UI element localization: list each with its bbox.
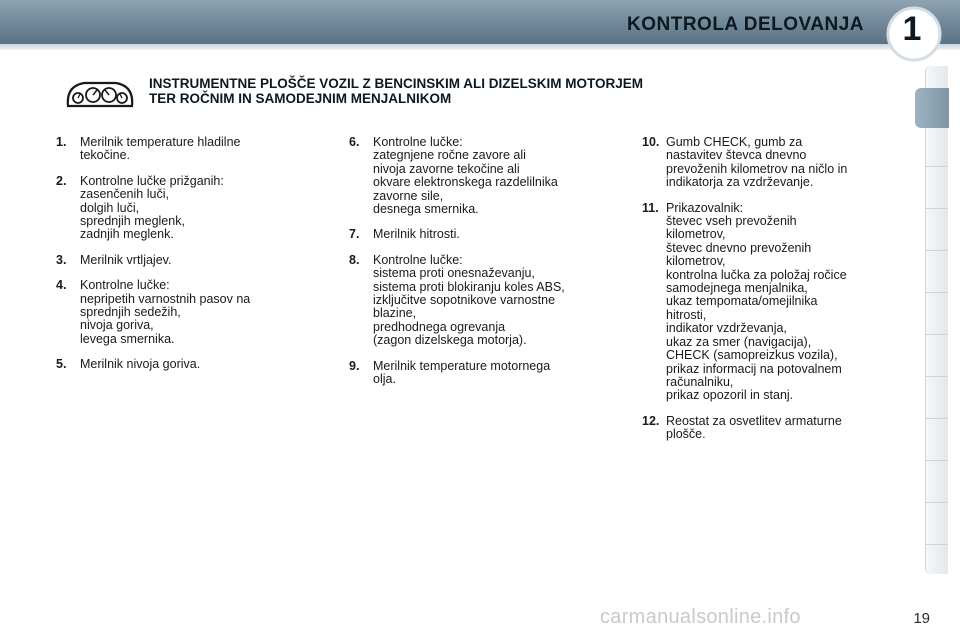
section-title-line-1: INSTRUMENTNE PLOŠČE VOZIL Z BENCINSKIM ALI DIZELSKIM MOTORJEM [149, 76, 644, 91]
item-text: Merilnik temperature hladilne tekočine. [80, 135, 241, 163]
item-text: Kontrolne lučke: zategnjene ročne zavore ali nivoja zavorne tekočine ali okvare elektronskega razdelilnika zavorne sile, desnega smernika. [373, 135, 558, 217]
item-number: 7. [349, 227, 360, 242]
item-number: 4. [56, 278, 67, 293]
legend-item [56, 254, 316, 267]
chapter-title: KONTROLA DELOVANJA [627, 14, 864, 35]
item-number: 1. [56, 135, 67, 149]
chapter-tab[interactable] [926, 466, 948, 503]
chapter-tab[interactable] [926, 424, 948, 461]
chapter-tab[interactable] [926, 382, 948, 419]
legend-item [642, 415, 902, 442]
item-number: 9. [349, 358, 360, 373]
legend-item [349, 254, 619, 348]
item-text: Gumb CHECK, gumb za nastavitev števca dnevno prevoženih kilometrov na ničlo in indikatorja za vzdrževanje. [666, 135, 848, 190]
legend-item [56, 136, 316, 163]
chapter-tab[interactable] [926, 130, 948, 167]
chapter-tab[interactable] [926, 172, 948, 209]
watermark: carmanualsonline.info [600, 606, 801, 628]
legend-column-1 [56, 136, 316, 384]
section-title-line-2: TER ROČNIM IN SAMODEJNIM MENJALNIKOM [149, 91, 452, 106]
chapter-tab[interactable] [926, 214, 948, 251]
item-number: 8. [349, 252, 360, 267]
item-text: Merilnik temperature motornega olja. [373, 358, 551, 387]
legend-item [642, 136, 902, 190]
item-text: Merilnik nivoja goriva. [80, 357, 201, 372]
page-number: 19 [913, 610, 930, 627]
chapter-tab[interactable] [926, 508, 948, 545]
legend-item [642, 202, 902, 403]
legend-item [349, 136, 619, 216]
item-number: 2. [56, 173, 67, 188]
item-number: 11. [642, 200, 659, 215]
legend-item [349, 228, 619, 241]
item-text: Merilnik vrtljajev. [80, 252, 172, 267]
item-text: Kontrolne lučke prižganih: zasenčenih luči, dolgih luči, sprednjih meglenk, zadnjih meglenk. [80, 173, 224, 242]
legend-item [56, 358, 316, 371]
chapter-tab[interactable] [926, 298, 948, 335]
item-number: 12. [642, 413, 660, 428]
item-text: Kontrolne lučke: nepripetih varnostnih pasov na sprednjih sedežih, nivoja goriva, levega smernika. [80, 278, 251, 346]
legend-item [56, 175, 316, 242]
chapter-number: 1 [902, 10, 922, 48]
legend-column-2 [349, 136, 619, 399]
header-stripe [0, 44, 960, 50]
dashboard-icon [64, 78, 136, 110]
item-text: Prikazovalnik: števec vseh prevoženih kilometrov, števec dnevno prevoženih kilometrov, kontrolna lučka za položaj ročice samodejnega menjalnika, ukaz tempomata/omejilnika hitrosti, indikator vzdrževanja, ukaz za smer (navigacija), CHECK (samopreizkus vozila), prikaz informacij na potovalnem računalniku, prikaz opozoril in stanj. [666, 200, 847, 403]
item-number: 3. [56, 252, 67, 267]
chapter-tab-strip [925, 66, 948, 574]
legend-item [349, 360, 619, 387]
section-title [149, 76, 849, 106]
item-text: Kontrolne lučke: sistema proti onesnaževanju, sistema proti blokiranju koles ABS, izključitve sopotnikove varnostne blazine, predhodnega ogrevanja (zagon dizelskega motorja). [373, 252, 565, 348]
chapter-tab[interactable] [926, 256, 948, 293]
item-text: Reostat za osvetlitev armaturne plošče. [666, 413, 842, 442]
item-number: 6. [349, 135, 360, 149]
chapter-tab[interactable] [926, 340, 948, 377]
legend-column-3 [642, 136, 902, 454]
legend-item [56, 279, 316, 346]
item-number: 5. [56, 357, 67, 372]
item-number: 10. [642, 135, 660, 149]
chapter-tab-active[interactable] [915, 88, 949, 128]
item-text: Merilnik hitrosti. [373, 227, 460, 242]
